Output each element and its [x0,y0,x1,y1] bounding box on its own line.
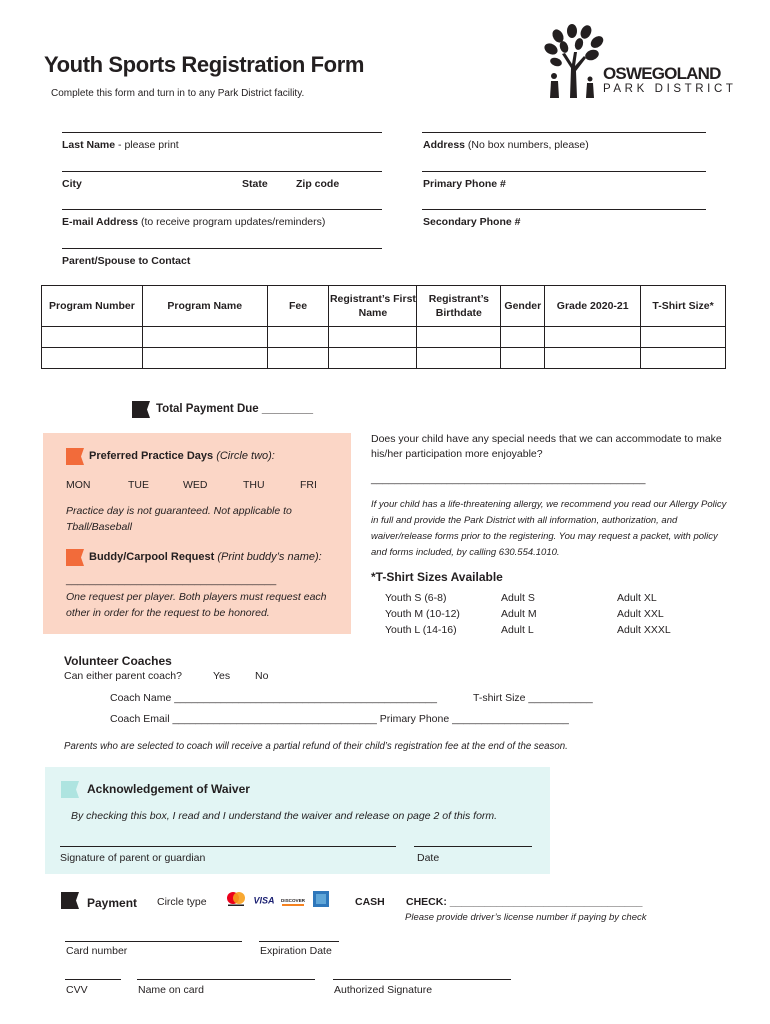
logo-subtitle: PARK DISTRICT [603,83,737,95]
tshirt-size-item: Youth L (14-16) [385,624,457,636]
table-cell[interactable] [545,348,641,369]
total-payment-due[interactable]: Total Payment Due ________ [156,403,314,415]
payment-heading: Payment [87,896,138,910]
table-cell[interactable] [142,348,267,369]
table-cell[interactable] [42,327,143,348]
buddy-note: One request per player. Both players must request each other in order for the request to be honored. [66,591,327,619]
tree-with-people-icon [544,24,606,98]
date-field[interactable] [414,846,532,847]
city-label: City [62,178,82,190]
cvv-field[interactable] [65,979,121,980]
address-label: Address (No box numbers, please) [423,139,589,151]
zip-label: Zip code [296,178,340,190]
signature-field[interactable] [60,846,396,847]
day-fri[interactable]: FRI [300,479,317,491]
tshirt-size-item: Youth S (6-8) [385,592,447,604]
table-cell[interactable] [329,327,417,348]
circle-type-label: Circle type [157,896,207,908]
authorized-signature-label: Authorized Signature [334,984,433,996]
buddy-name-field[interactable]: ____________________________________ [66,574,277,586]
day-wed[interactable]: WED [183,479,208,491]
coach-yes[interactable]: Yes [213,670,231,682]
buddy-heading: Buddy/Carpool Request (Print buddy’s name): [89,551,322,563]
practice-days-heading: Preferred Practice Days (Circle two): [89,450,275,462]
table-cell[interactable] [501,348,545,369]
tshirt-youth-column [385,590,460,638]
cash-option[interactable]: CASH [355,896,385,908]
discover-icon[interactable] [280,893,306,909]
svg-text:VISA: VISA [253,895,275,906]
tshirt-size-item: Youth M (10-12) [385,608,460,620]
day-thu[interactable]: THU [243,479,265,491]
col-program-number: Program Number [42,286,143,327]
col-grade: Grade 2020-21 [545,286,641,327]
primary-phone-label: Primary Phone # [423,178,506,190]
table-cell[interactable] [545,327,641,348]
col-gender: Gender [501,286,545,327]
tshirt-size-item: Adult XXL [617,608,664,620]
page-title: Youth Sports Registration Form [44,52,365,77]
table-row [42,348,726,369]
page-subtitle: Complete this form and turn in to any Park District facility. [51,88,305,99]
day-mon[interactable]: MON [66,479,91,491]
primary-phone-field[interactable] [422,171,706,172]
tshirt-size-item: Adult L [501,624,534,636]
mastercard-icon[interactable] [225,891,247,907]
coach-question: Can either parent coach? [64,670,182,682]
tshirt-adult-x-column [617,590,671,638]
card-number-field[interactable] [65,941,242,942]
visa-icon[interactable] [252,892,276,908]
tshirt-size-item: Adult S [501,592,535,604]
authorized-signature-field[interactable] [333,979,511,980]
logo-name: OSWEGOLAND [603,64,721,83]
table-cell[interactable] [417,327,501,348]
table-cell[interactable] [641,327,726,348]
coach-email-phone-field[interactable]: Coach Email ___________________________________ Primary Phone ____________________ [110,713,569,725]
orange-flag-icon [66,448,84,465]
registration-table [41,285,726,369]
special-needs-question: Does your child have any special needs that we can accommodate to make his/her participation more enjoyable? [371,433,722,460]
day-tue[interactable]: TUE [128,479,149,491]
expiration-label: Expiration Date [260,945,332,957]
waiver-checkbox-flag-icon[interactable] [61,781,79,798]
table-cell[interactable] [641,348,726,369]
table-cell[interactable] [267,327,329,348]
col-first-name: Registrant’s First Name [329,286,417,327]
check-note: Please provide driver’s license number if paying by check [405,912,647,923]
secondary-phone-label: Secondary Phone # [423,216,521,228]
col-tshirt-size: T-Shirt Size* [641,286,726,327]
coach-no[interactable]: No [255,670,269,682]
state-label: State [242,178,268,190]
dark-flag-icon [132,401,150,418]
signature-label: Signature of parent or guardian [60,852,206,864]
table-cell[interactable] [417,348,501,369]
orange-flag-icon [66,549,84,566]
address-field[interactable] [422,132,706,133]
expiration-field[interactable] [259,941,339,942]
col-program-name: Program Name [142,286,267,327]
svg-text:DISCOVER: DISCOVER [281,898,305,903]
parent-contact-label: Parent/Spouse to Contact [62,255,191,267]
last-name-field[interactable] [62,132,382,133]
amex-icon[interactable] [313,891,329,907]
allergy-note: If your child has a life-threatening allergy, we recommend you read our Allergy Policy in full and provide the Park District with all information, authorization, and waiver/release forms prior to the registering. You may request a packet, with policy and forms included, by calling 630.554.1010. [371,499,727,558]
table-cell[interactable] [42,348,143,369]
waiver-text: By checking this box, I read and I understand the waiver and release on page 2 of this form. [71,810,498,822]
check-field[interactable]: CHECK: _________________________________ [406,896,643,908]
cvv-label: CVV [66,984,88,996]
last-name-label: Last Name - please print [62,139,179,151]
email-label: E-mail Address (to receive program updates/reminders) [62,216,326,228]
tshirt-size-item: Adult M [501,608,537,620]
email-field[interactable] [62,209,382,210]
name-on-card-label: Name on card [138,984,204,996]
secondary-phone-field[interactable] [422,209,706,210]
table-cell[interactable] [267,348,329,369]
table-row [42,327,726,348]
table-cell[interactable] [142,327,267,348]
coach-tshirt-field[interactable]: T-shirt Size ___________ [473,692,593,704]
col-birthdate: Registrant’s Birthdate [417,286,501,327]
parent-contact-field[interactable] [62,248,382,249]
tshirt-adult-column [501,590,537,638]
name-on-card-field[interactable] [137,979,315,980]
city-state-zip-field[interactable] [62,171,382,172]
tshirt-size-item: Adult XL [617,592,657,604]
table-cell[interactable] [329,348,417,369]
waiver-heading: Acknowledgement of Waiver [87,782,250,796]
card-number-label: Card number [66,945,128,957]
tshirt-size-item: Adult XXXL [617,624,671,636]
coach-name-field[interactable]: Coach Name _____________________________________________ [110,692,437,704]
tshirt-sizes-heading: *T-Shirt Sizes Available [371,570,503,584]
volunteer-heading: Volunteer Coaches [64,654,172,668]
dark-flag-icon [61,892,79,909]
table-cell[interactable] [501,327,545,348]
practice-note: Practice day is not guaranteed. Not applicable to Tball/Baseball [66,505,292,533]
col-fee: Fee [267,286,329,327]
table-header-row [42,286,726,327]
date-label: Date [417,852,440,864]
special-needs-field[interactable]: _______________________________________________ [371,473,646,485]
coach-refund-note: Parents who are selected to coach will receive a partial refund of their child’s registration fee at the end of the season. [64,741,568,752]
